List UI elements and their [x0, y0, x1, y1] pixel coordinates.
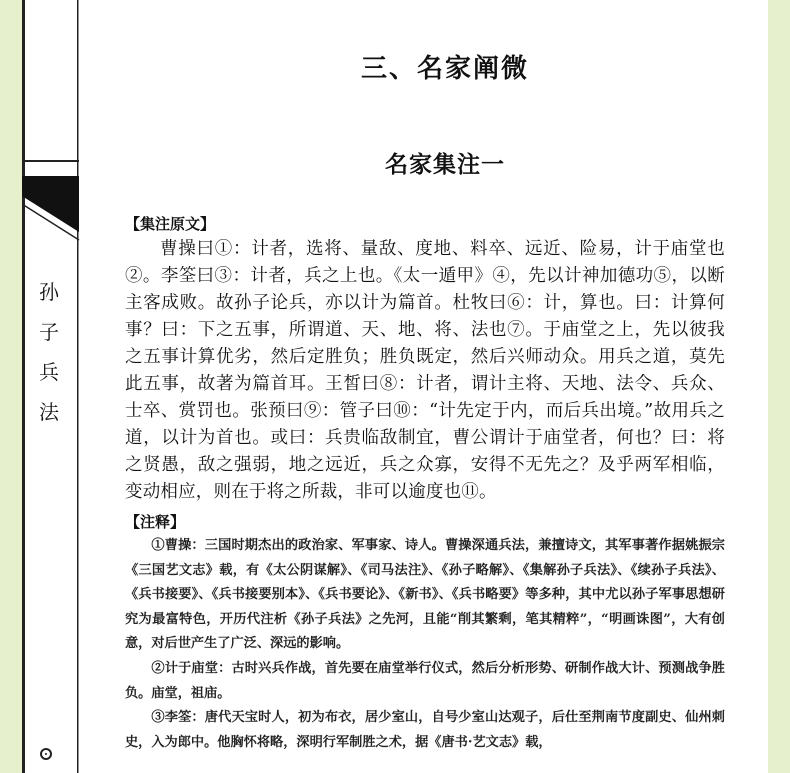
sidebar-book-title: 孙子兵法 — [39, 280, 59, 424]
chapter-title: 三、名家阐微 — [360, 54, 529, 84]
notes-heading: 【注释】 — [125, 513, 186, 531]
note-item: ②计于庙堂：古时兴兵作战，首先要在庙堂举行仪式，然后分析形势、研制作战大计、预测战争胜负。庙堂，祖庙。 — [125, 660, 725, 701]
circle-ornament-icon — [40, 748, 52, 760]
note-item: ③李筌：唐代天宝时人，初为布衣，居少室山，自号少室山达观子，后仕至荆南节度副史、仙州刺史，入为郎中。他胸怀将略，深明行军制胜之术，据《唐书·艺文志》载， — [125, 710, 725, 750]
source-heading: 【集注原文】 — [125, 215, 216, 233]
notes-section — [125, 510, 725, 755]
main-text — [125, 212, 725, 755]
source-text: 曹操曰①：计者，选将、量敌、度地、料卒、远近、险易，计于庙堂也②。李筌曰③：计者，兵之上也。《太一遁甲》④，先以计神加德功⑤，以断主客成败。故孙子论兵，亦以计为篇首。杜牧曰⑥：计，算也。曰：计算何事？曰：下之五事，所谓道、天、地、将、法也⑦。于庙堂之上，先以彼我之五事计算优劣，然后定胜负；胜负既定，然后兴师动众。用兵之道，莫先此五事，故著为篇首耳。王皙曰⑧：计者，谓计主将、天地、法令、兵众、士卒、赏罚也。张预曰⑨：管子曰⑩：“计先定于内，而后兵出境。”故用兵之道，以计为首也。或曰：兵贵临敌制宜，曹公谓计于庙堂者，何也？曰：将之贤愚，敌之强弱，地之远近，兵之众寡，安得不无先之？及乎两军相临，变动相应，则在于将之所裁，非可以逾度也⑪。 — [125, 239, 725, 502]
section-title: 名家集注一 — [385, 151, 505, 178]
note-item: ①曹操：三国时期杰出的政治家、军事家、诗人。曹操深通兵法，兼擅诗文，其军事著作据姚振宗《三国艺文志》载，有《太公阴谋解》、《司马法注》、《孙子略解》、《集解孙子兵法》、《续孙子兵法》、《兵书接要》、《兵书接要别本》、《兵书要论》、《新书》、《兵书略要》等多种，其中尤以孙子军事思想研究为最富特色，开历代注析《孙子兵法》之先河，且能“削其繁剩，笔其精粹”，“明画诛图”，大有创意，对后世产生了广泛、深远的影响。 — [125, 538, 725, 652]
